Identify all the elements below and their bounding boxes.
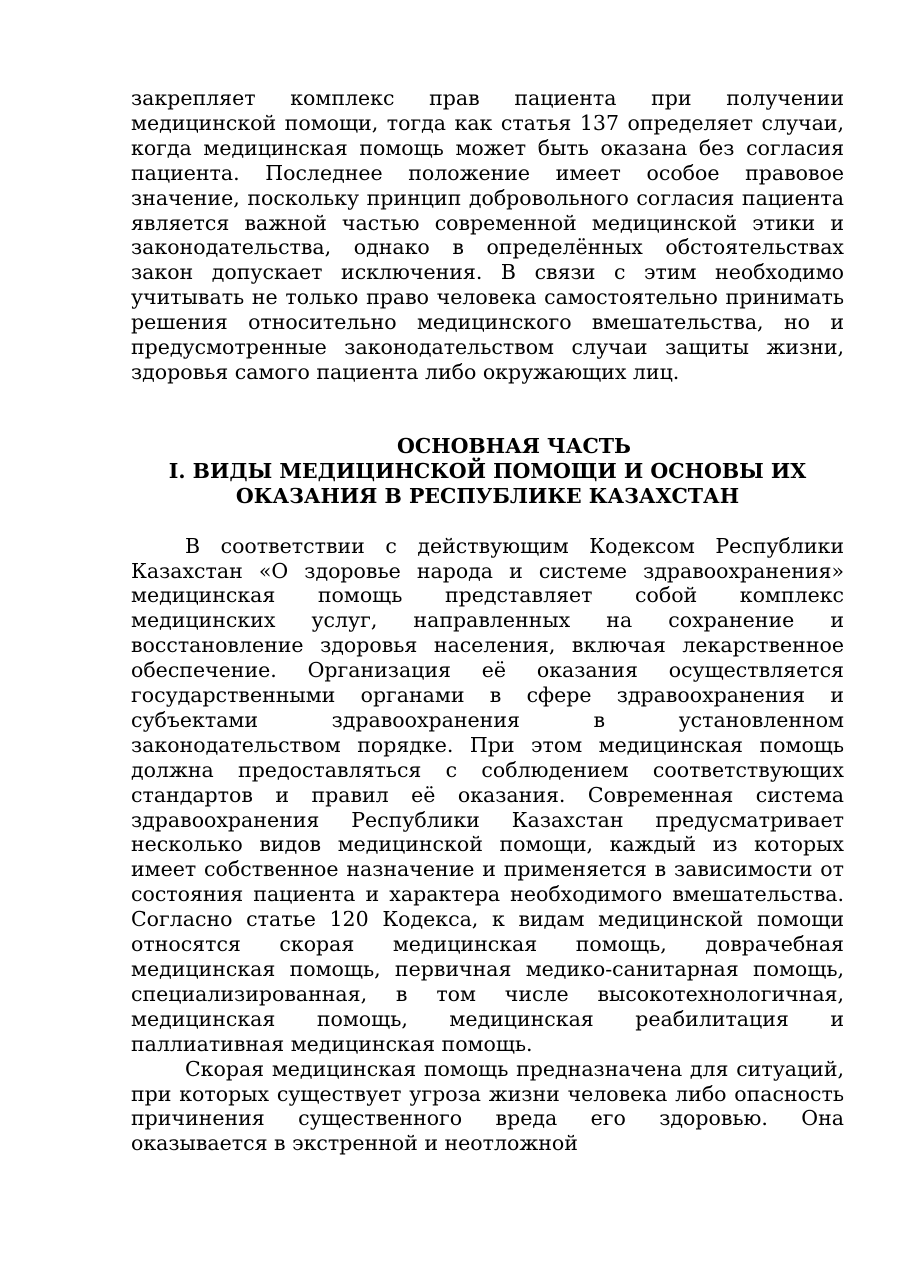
main-part-heading: ОСНОВНАЯ ЧАСТЬ: [397, 433, 631, 458]
body-paragraph-1: В соответствии с действующим Кодексом Республики Казахстан «О здоровье народа и системе здравоохранения» медицинская помощь представляет собой комплекс медицинских услуг, направленных на сохранение и восстановление здоровья населения, включая лекарственное обеспечение. Организация её оказания осуществляется государственными органами в сфере здравоохранения и субъектами здравоохранения в установленном законодательством порядке. При этом медицинская помощь должна предоставляться с соблюдением соответствующих стандартов и правил её оказания. Современная система здравоохранения Республики Казахстан предусматривает несколько видов медицинской помощи, каждый из которых имеет собственное назначение и применяется в зависимости от состояния пациента и характера необходимого вмешательства. Согласно статье 120 Кодекса, к видам медицинской помощи относятся скорая медицинская помощь, доврачебная медицинская помощь, первичная медико-санитарная помощь, специализированная, в том числе высокотехнологичная, медицинская помощь, медицинская реабилитация и паллиативная медицинская помощь.: [131, 533, 844, 1056]
intro-paragraph: закрепляет комплекс прав пациента при получении медицинской помощи, тогда как статья 137 определяет случаи, когда медицинская помощь может быть оказана без согласия пациента. Последнее положение имеет особое правовое значение, поскольку принцип добровольного согласия пациента является важной частью современной медицинской этики и законодательства, однако в определённых обстоятельствах закон допускает исключения. В связи с этим необходимо учитывать не только право человека самостоятельно принимать решения относительно медицинского вмешательства, но и предусмотренные законодательством случаи защиты жизни, здоровья самого пациента либо окружающих лиц.: [131, 86, 844, 384]
section-heading: I. ВИДЫ МЕДИЦИНСКОЙ ПОМОЩИ И ОСНОВЫ ИХ ОКАЗАНИЯ В РЕСПУБЛИКЕ КАЗАХСТАН: [168, 458, 807, 508]
heading-spacer: [131, 509, 844, 534]
body-paragraph-2: Скорая медицинская помощь предназначена для ситуаций, при которых существует угроза жизни человека либо опасность причинения существенного вреда его здоровью. Она оказывается в экстренной и неотложной: [131, 1056, 844, 1156]
document-page: [131, 86, 844, 1156]
